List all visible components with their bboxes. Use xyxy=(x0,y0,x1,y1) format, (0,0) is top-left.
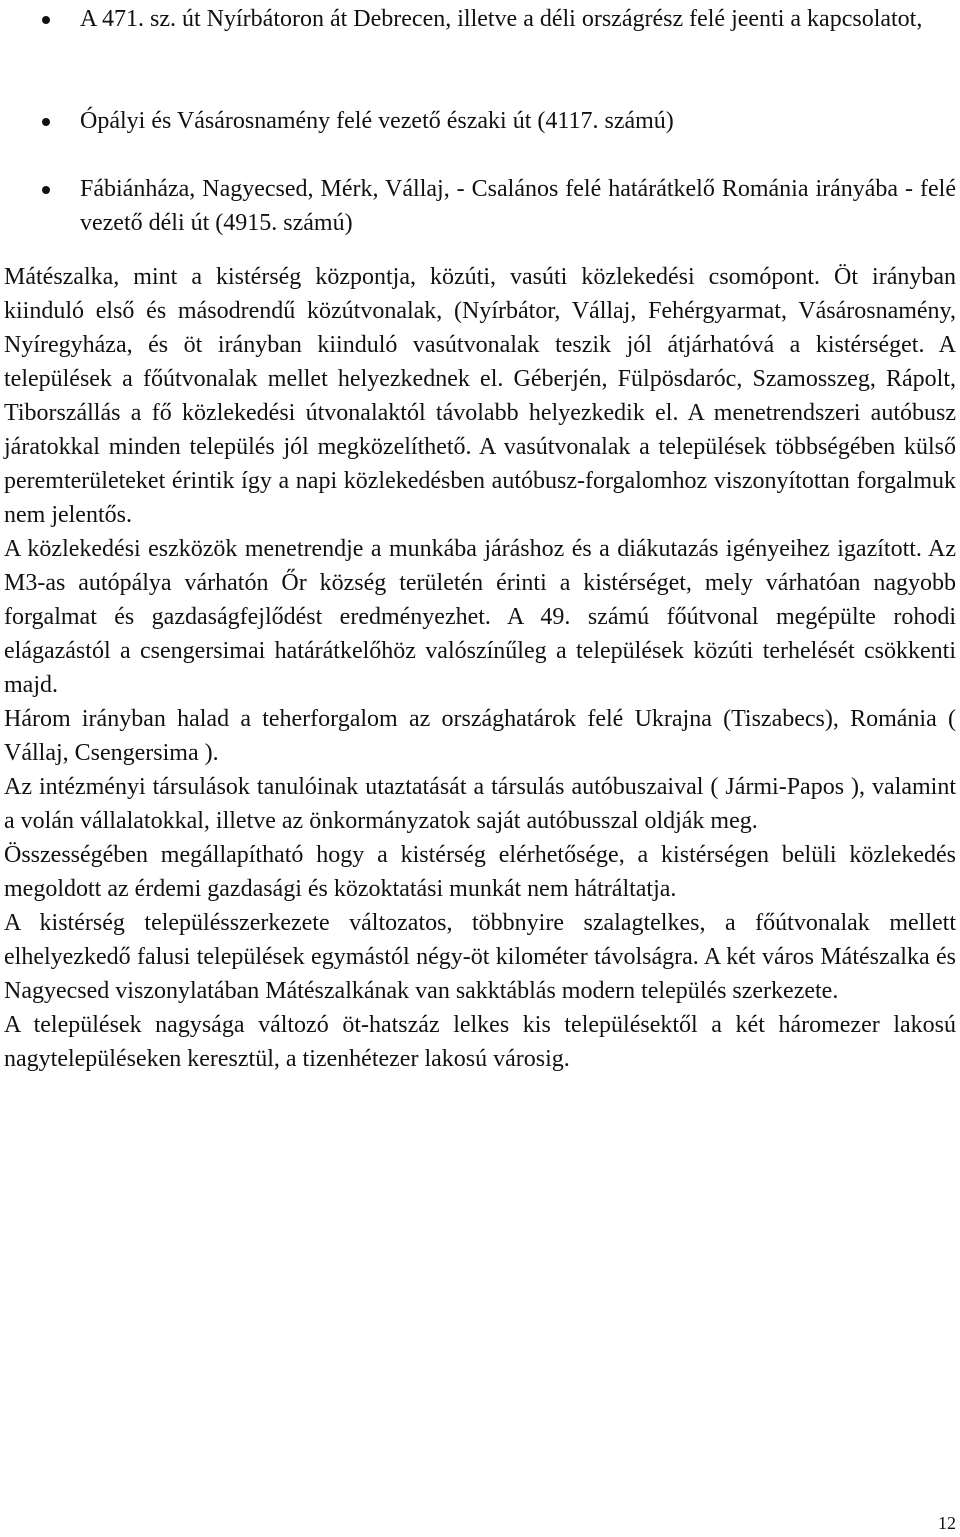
paragraph: Összességében megállapítható hogy a kistérség elérhetősége, a kistérségen belüli közlekedés megoldott az érdemi gazdasági és közoktatási munkát nem hátráltatja. xyxy=(4,842,956,902)
paragraph: A települések nagysága változó öt-hatszáz lelkes kis településektől a két háromezer lakosú nagytelepüléseken keresztül, a tizenhétezer lakosú városig. xyxy=(4,1012,956,1072)
bullet-dot-icon xyxy=(42,16,50,24)
bullet-dot-icon xyxy=(42,118,50,126)
body-text xyxy=(4,260,956,1076)
bullet-dot-icon xyxy=(42,186,50,194)
bullet-item xyxy=(80,172,956,240)
paragraph: Mátészalka, mint a kistérség központja, közúti, vasúti közlekedési csomópont. Öt irányban kiinduló első és másodrendű közútvonalak, (Nyírbátor, Vállaj, Fehérgyarmat, Vásárosnamény, Nyíregyháza, és öt irányban kiinduló vasútvonalak teszik jól átjárhatóvá a kistérséget. A települések a főútvonalak mellet helyezkednek el. Géberjén, Fülpösdaróc, Szamosszeg, Rápolt, Tiborszállás a fő közlekedési útvonalaktól távolabb helyezkedik el. A menetrendszeri autóbusz járatokkal minden település jól megközelíthető. A vasútvonalak a települések többségében külső peremterületeket érintik így a napi közlekedésben autóbusz-forgalomhoz viszonyítottan forgalmuk nem jelentős. xyxy=(4,264,956,528)
paragraph: Az intézményi társulások tanulóinak utaztatását a társulás autóbuszaival ( Jármi-Papos ), valamint a volán vállalatokkal, illetve az önkormányzatok saját autóbusszal oldják meg. xyxy=(4,774,956,834)
bullet-text: A 471. sz. út Nyírbátoron át Debrecen, illetve a déli országrész felé jeenti a kapcsolatot, xyxy=(80,6,923,32)
bullet-item xyxy=(80,104,956,138)
paragraph: A közlekedési eszközök menetrendje a munkába járáshoz és a diákutazás igényeihez igazított. Az M3-as autópálya várhatón Őr község területén érinti a kistérséget, mely várhatóan nagyobb forgalmat és gazdaságfejlődést eredményezhet. A 49. számú főútvonal megépülte rohodi elágazástól a csengersimai határátkelőhöz valószínűleg a települések közúti terhelését csökkenti majd. xyxy=(4,536,956,698)
bullet-text: Ópályi és Vásárosnamény felé vezető északi út (4117. számú) xyxy=(80,108,674,134)
bullet-item xyxy=(80,2,956,36)
page-number: 12 xyxy=(938,1513,956,1533)
paragraph: Három irányban halad a teherforgalom az országhatárok felé Ukrajna (Tiszabecs), Románia ( Vállaj, Csengersima ). xyxy=(4,706,956,766)
paragraph: A kistérség településszerkezete változatos, többnyire szalagtelkes, a főútvonalak mellett elhelyezkedő falusi települések egymástól négy-öt kilométer távolságra. A két város Mátészalka és Nagyecsed viszonylatában Mátészalkának van sakktáblás modern település szerkezete. xyxy=(4,910,956,1004)
bullet-text: Fábiánháza, Nagyecsed, Mérk, Vállaj, - Csalános felé határátkelő Románia irányába - felé vezető déli út (4915. számú) xyxy=(80,176,956,236)
